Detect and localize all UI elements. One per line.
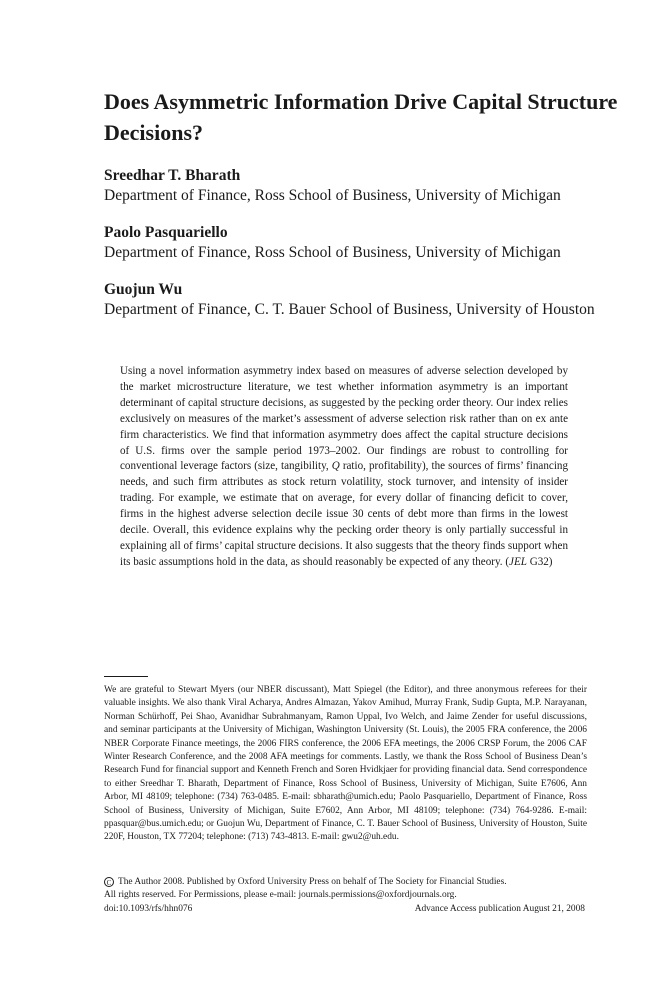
q-ratio-symbol: Q (331, 460, 340, 473)
copyright-icon: C (104, 877, 114, 887)
doi-row (104, 903, 587, 916)
acknowledgements-footnote: We are grateful to Stewart Myers (our NBER discussant), Matt Spiegel (the Editor), and three anonymous referees for their valuable insights. We also thank Viral Acharya, Andres Almazan, Yakov Amihud, Murray Frank, Sudip Gupta, M.P. Narayanan, Norman Schürhoff, Pei Shao, Avanidhar Subrahmanyam, Ramon Uppal, Ivo Welch, and Jaime Zender for useful discussions, and seminar participants at the University of Michigan, Washington University (St. Louis), the 2005 FRA conference, the 2006 NBER Corporate Finance meetings, the 2006 FIRS conference, the 2006 EFA meetings, the 2006 CRSP Forum, the 2006 CAF Winter Research Conference, and the 2008 AFA meetings for comments. Lastly, we thank the Ross School of Business Dean’s Research Fund for financial support and Kenneth French and Soren Hvidkjaer for providing financial data. Send correspondence to either Sreedhar T. Bharath, Department of Finance, Ross School of Business, University of Michigan, Suite E7606, Ann Arbor, MI 48109; telephone: (734) 763-0485. E-mail: sbharath@umich.edu; Paolo Pasquariello, Department of Finance, Ross School of Business, University of Michigan, Suite E7602, Ann Arbor, MI 48109; telephone: (734) 764-9286. E-mail: ppasquar@bus.umich.edu; or Guojun Wu, Department of Finance, C. T. Bauer School of Business, University of Houston, Suite 220F, Houston, TX 77204; telephone: (713) 743-4813. E-mail: gwu2@uh.edu. (104, 685, 587, 843)
author-block (104, 166, 624, 206)
footnote-divider (104, 676, 148, 677)
abstract-text-continued: ratio, profitability), the sources of firms’ financing needs, and such firm attributes as stock return volatility, stock turnover, and intensity of insider trading. For example, we estimate that on average, for every dollar of financing deficit to cover, firms in the highest adverse selection decile issue 30 cents of debt more than firms in the lowest decile. Overall, this evidence explains why the pecking order theory is only partially successful in explaining all of firms’ capital structure decisions. It also suggests that the theory finds support when its basic assumptions hold in the data, as should reasonably be expected of any theory. (120, 460, 568, 568)
author-name: Guojun Wu (104, 281, 183, 298)
abstract-text: Using a novel information asymmetry index based on measures of adverse selection developed by the market microstructure literature, we test whether information asymmetry is an important determinant of capital structure decisions, as suggested by the pecking order theory. Our index relies exclusively on measures of the market’s assessment of adverse selection risk rather than on ex ante firm characteristics. We find that information asymmetry does affect the capital structure decisions of U.S. firms over the sample period 1973–2002. Our findings are robust to controlling for conventional leverage factors (size, tangibility, (120, 365, 568, 473)
author-affiliation: Department of Finance, Ross School of Business, University of Michigan (104, 244, 561, 261)
jel-label: JEL (509, 555, 527, 568)
author-block (104, 223, 624, 263)
author-affiliation: Department of Finance, Ross School of Business, University of Michigan (104, 187, 561, 204)
author-name: Sreedhar T. Bharath (104, 167, 241, 184)
paper-title: Does Asymmetric Information Drive Capital Structure Decisions? (104, 89, 618, 145)
jel-classification: (JEL G32) (505, 555, 553, 568)
abstract (120, 364, 568, 571)
author-name: Paolo Pasquariello (104, 224, 228, 241)
permissions-line: All rights reserved. For Permissions, please e-mail: journals.permissions@oxfordjournals.org. (104, 890, 457, 901)
author-block (104, 280, 624, 320)
copyright-notice (104, 876, 587, 916)
copyright-text: The Author 2008. Published by Oxford University Press on behalf of The Society for Financial Studies. (118, 877, 507, 887)
copyright-line (104, 876, 587, 889)
jel-code: G32 (529, 555, 549, 568)
doi-link[interactable]: doi:10.1093/rfs/hhn076 (104, 903, 193, 914)
publication-date: Advance Access publication August 21, 2008 (414, 903, 585, 914)
author-affiliation: Department of Finance, C. T. Bauer School of Business, University of Houston (104, 301, 595, 318)
